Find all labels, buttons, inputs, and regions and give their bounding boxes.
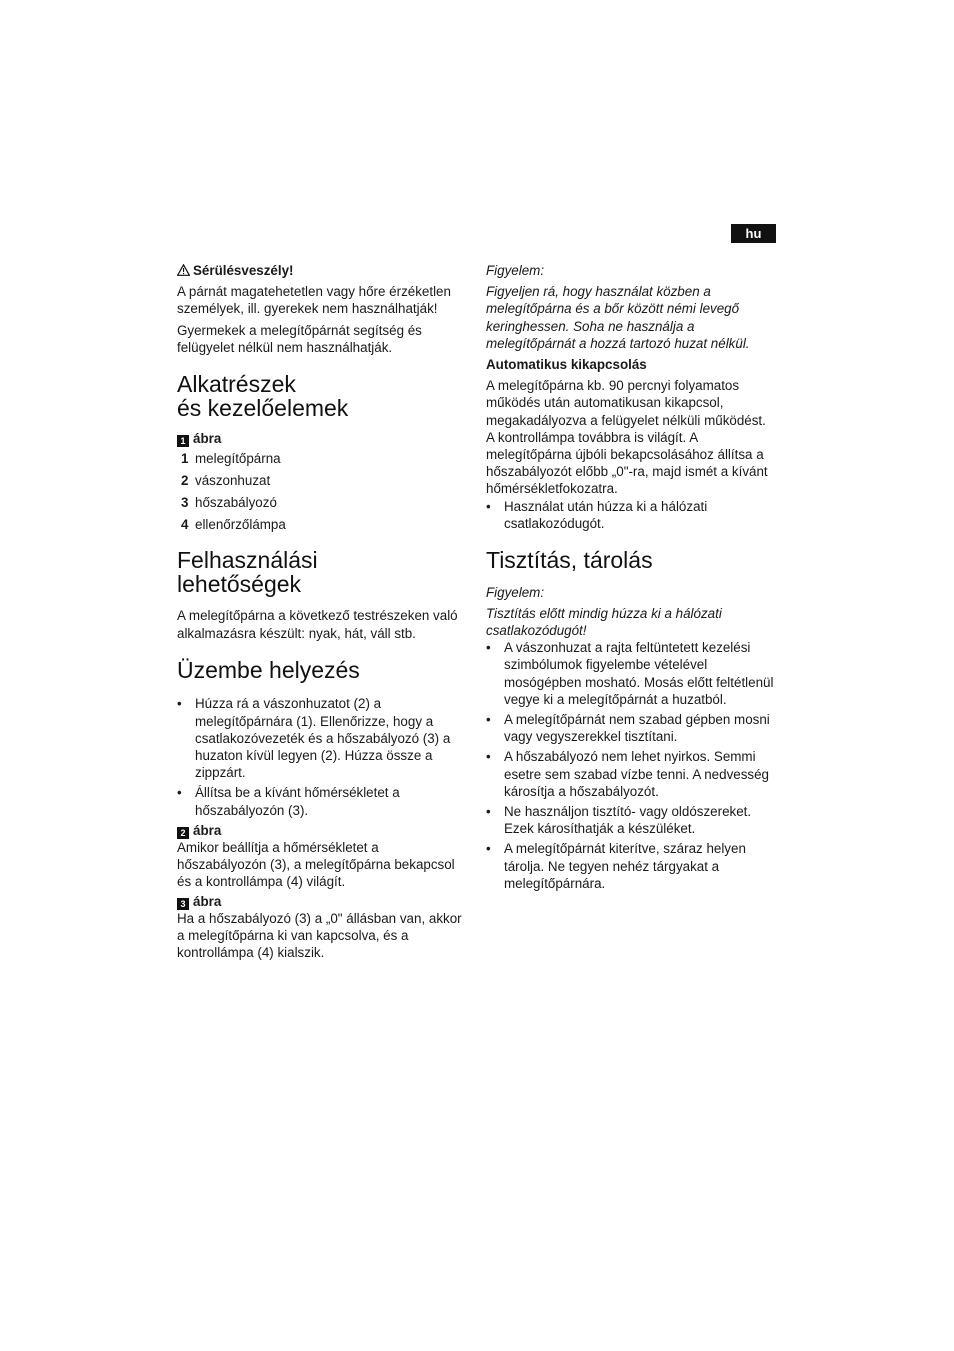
list-item: • A vászonhuzat a rajta feltüntetett kezelési szimbólumok figyelembe vételével mosógépben mosható. Mosás előtt feltétlenül vegye ki a melegítőpárnát a huzatból. bbox=[486, 640, 774, 707]
warning-heading bbox=[177, 262, 467, 279]
figure-3-label: 3 ábra bbox=[177, 893, 467, 910]
start-bullet-list bbox=[177, 695, 467, 818]
list-item: • A hőszabályozó nem lehet nyirkos. Semmi esetre sem szabad vízbe tenni. A nedvesség károsítja a hőszabályozót. bbox=[486, 749, 770, 799]
list-item: 4 ellenőrzőlámpa bbox=[181, 516, 286, 532]
bullet-icon: • bbox=[486, 640, 491, 656]
list-item: • Húzza rá a vászonhuzatot (2) a melegítőpárnára (1). Ellenőrizze, hogy a csatlakozóvezeték és a hőszabályozó (3) a huzaton kívül legyen (2). Húzza össze a zippzárt. bbox=[177, 696, 451, 781]
figure-1-label: 1 ábra bbox=[177, 430, 467, 447]
auto-off-bullet-list bbox=[486, 498, 776, 532]
bullet-icon: • bbox=[486, 749, 491, 765]
heading-parts: Alkatrészek és kezelőelemek bbox=[177, 371, 349, 421]
bullet-icon: • bbox=[486, 711, 491, 727]
clean-attention-label: Figyelem: bbox=[486, 584, 545, 600]
list-item: • A melegítőpárnát kiterítve, száraz helyen tárolja. Ne tegyen nehéz tárgyakat a melegítőpárnára. bbox=[486, 841, 746, 891]
attention-text: Figyeljen rá, hogy használat közben a melegítőpárna és a bőr között némi levegő keringhessen. Soha ne használja a melegítőpárnát a hozzá tartozó huzat nélkül. bbox=[486, 284, 750, 351]
bullet-icon: • bbox=[177, 785, 182, 801]
left-column bbox=[177, 262, 467, 961]
clean-attention-text: Tisztítás előtt mindig húzza ki a hálózati csatlakozódugót! bbox=[486, 605, 722, 638]
figure-number-badge: 1 bbox=[177, 435, 189, 447]
attention-label: Figyelem: bbox=[486, 263, 545, 278]
figure-2-label: 2 ábra bbox=[177, 822, 467, 839]
list-item: • A melegítőpárnát nem szabad gépben mosni vagy vegyszerekkel tisztítani. bbox=[486, 711, 770, 745]
heading-start: Üzembe helyezés bbox=[177, 656, 360, 683]
bullet-icon: • bbox=[177, 696, 182, 712]
right-column bbox=[486, 262, 776, 895]
heading-usage: Felhasználási lehetőségek bbox=[177, 547, 318, 597]
figure-number-badge: 3 bbox=[177, 898, 189, 910]
list-item: 1 melegítőpárna bbox=[181, 451, 281, 467]
warning-text-1: A párnát magatehetetlen vagy hőre érzéketlen személyek, ill. gyerekek nem használhatják! bbox=[177, 284, 451, 317]
warning-icon bbox=[177, 264, 190, 276]
usage-text: A melegítőpárna a következő testrészeken való alkalmazásra készült: nyak, hát, váll stb. bbox=[177, 608, 458, 641]
figure-3-text: Ha a hőszabályozó (3) a „0" állásban van, akkor a melegítőpárna ki van kapcsolva, és a kontrollámpa (4) kialszik. bbox=[177, 910, 462, 961]
list-item: 2 vászonhuzat bbox=[181, 473, 271, 489]
bullet-icon: • bbox=[486, 841, 491, 857]
heading-clean: Tisztítás, tárolás bbox=[486, 547, 653, 574]
list-item: 3 hőszabályozó bbox=[181, 494, 277, 510]
auto-off-text: A melegítőpárna kb. 90 percnyi folyamatos működés után automatikusan kikapcsol, megakadályozva a felügyelet nélküli működést. A kontrollámpa továbbra is világít. A melegítőpárna újbóli bekapcsolásához állítsa a hőszabályozót előbb „0"-ra, majd ismét a kívánt hőmérsékletfokozatra. bbox=[486, 378, 768, 497]
warning-text-2: Gyermekek a melegítőpárnát segítség és felügyelet nélkül nem használhatják. bbox=[177, 322, 422, 355]
figure-number-badge: 2 bbox=[177, 827, 189, 839]
clean-bullet-list bbox=[486, 639, 776, 892]
auto-off-heading: Automatikus kikapcsolás bbox=[486, 357, 647, 373]
list-item: • Ne használjon tisztító- vagy oldószereket. Ezek károsíthatják a készüléket. bbox=[486, 803, 752, 837]
bullet-icon: • bbox=[486, 803, 491, 819]
language-tab: hu bbox=[731, 224, 776, 243]
bullet-icon: • bbox=[486, 498, 491, 514]
warning-title: Sérülésveszély! bbox=[193, 263, 294, 278]
figure-2-text: Amikor beállítja a hőmérsékletet a hőszabályozón (3), a melegítőpárna bekapcsol és a kontrollámpa (4) világít. bbox=[177, 839, 455, 890]
list-item: • Használat után húzza ki a hálózati csatlakozódugót. bbox=[486, 498, 708, 531]
list-item: • Állítsa be a kívánt hőmérsékletet a hőszabályozón (3). bbox=[177, 785, 400, 818]
parts-list bbox=[177, 448, 467, 535]
